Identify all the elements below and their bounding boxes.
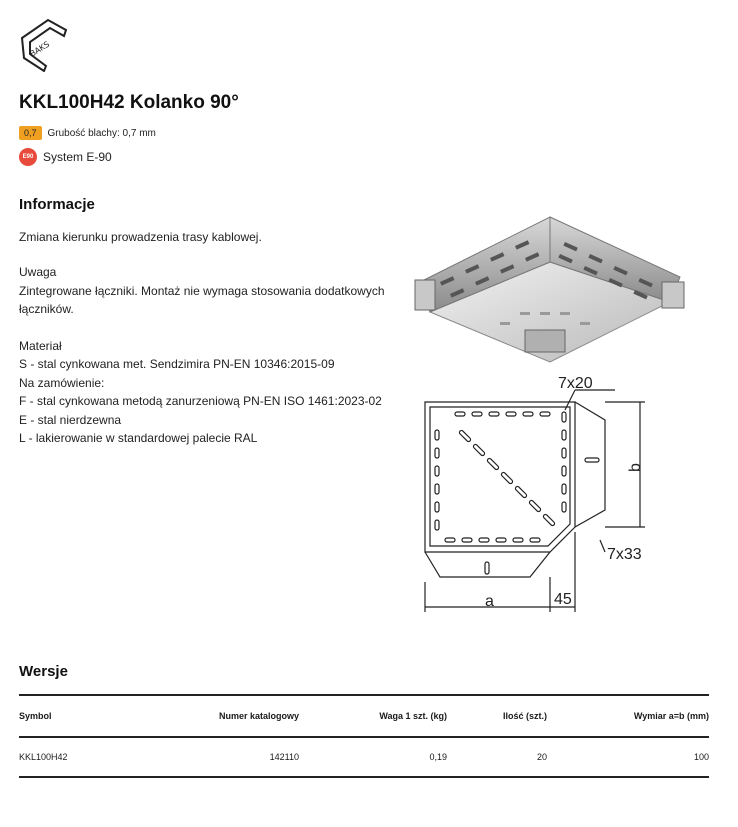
thickness-badge: 0,7 [19, 126, 42, 140]
versions-heading: Wersje [19, 663, 68, 680]
dim-b-label: b [627, 463, 644, 472]
slot-top-label: 7x20 [558, 375, 593, 392]
material-line: L - lakierowanie w standardowej palecie RAL [19, 431, 258, 445]
column-header: Ilość (szt.) [502, 711, 547, 721]
cell-quantity: 20 [536, 752, 547, 762]
table-row [19, 737, 709, 777]
material-heading: Materiał [19, 339, 62, 353]
column-header: Waga 1 szt. (kg) [379, 711, 447, 721]
slot-bottom-label: 7x33 [607, 546, 642, 563]
system-badge: E90 [19, 148, 37, 166]
note-line-2: łączników. [19, 302, 74, 316]
column-header: Symbol [19, 711, 52, 721]
thickness-label: Grubość blachy: 0,7 mm [47, 127, 156, 139]
system-row [19, 148, 112, 166]
material-line: Na zamówienie: [19, 376, 105, 390]
versions-table [19, 694, 709, 778]
dim-a-label: a [485, 593, 494, 610]
note-line-1: Zintegrowane łączniki. Montaż nie wymaga stosowania dodatkowych [19, 284, 385, 298]
dim-45-label: 45 [554, 591, 572, 608]
cell-weight: 0,19 [429, 752, 447, 762]
info-heading: Informacje [19, 196, 95, 213]
product-photo [410, 212, 690, 372]
material-line: E - stal nierdzewna [19, 413, 122, 427]
column-header: Wymiar a=b (mm) [633, 711, 709, 721]
technical-drawing [400, 372, 720, 617]
product-title: KKL100H42 Kolanko 90° [19, 92, 239, 113]
logo-text: BAKS [28, 39, 52, 59]
info-description: Zmiana kierunku prowadzenia trasy kablowej. [19, 230, 262, 244]
note-heading: Uwaga [19, 265, 57, 279]
material-line: S - stal cynkowana met. Sendzimira PN-EN 10346:2015-09 [19, 357, 335, 371]
baks-logo [18, 16, 70, 72]
cell-symbol: KKL100H42 [19, 752, 68, 762]
thickness-row [19, 126, 156, 140]
cell-catalog-number: 142110 [269, 752, 299, 762]
system-label: System E-90 [43, 150, 112, 164]
column-header: Numer katalogowy [218, 711, 299, 721]
cell-dimension: 100 [693, 752, 709, 762]
table-header-row [19, 695, 709, 737]
material-line: F - stal cynkowana metodą zanurzeniową PN-EN ISO 1461:2023-02 [19, 394, 382, 408]
